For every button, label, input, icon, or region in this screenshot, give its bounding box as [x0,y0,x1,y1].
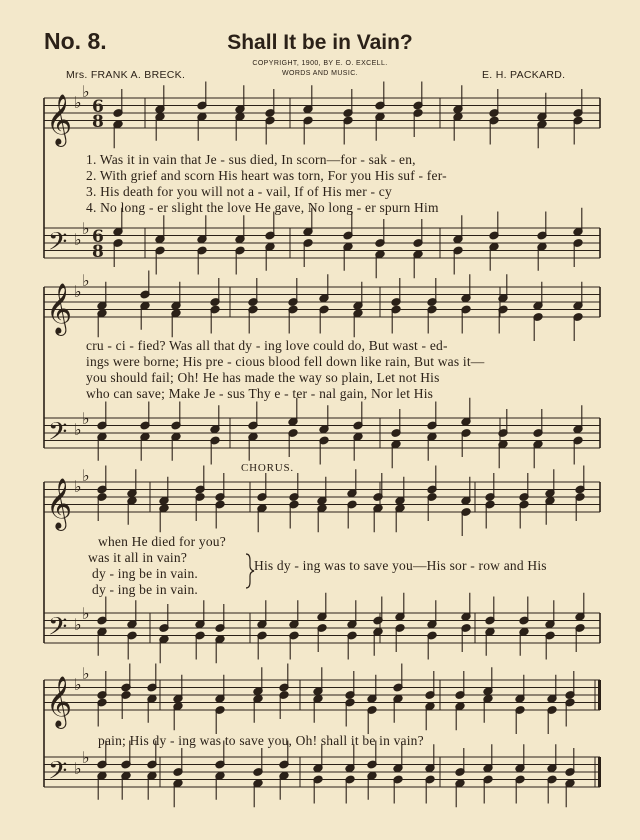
treble-clef-icon: 𝄞 [46,478,73,529]
flat-sign-icon: ♭ [74,615,82,634]
composer-credit: E. H. PACKARD. [482,69,566,81]
flat-sign-icon: ♭ [74,675,82,694]
flat-sign-icon: ♭ [82,466,90,485]
verse-3-line-2: you should fail; Oh! He has made the way so plain, Let not His [86,370,440,385]
verse-4-line-1: 4. No long - er slight the love He gave, No long - er spurn Him [86,200,439,215]
treble-clef-icon: 𝄞 [46,283,73,334]
verse-1-line-1: 1. Was it in vain that Je - sus died, In scorn—for - sak - en, [86,152,416,167]
verse-1-line-2: cru - ci - fied? Was all that dy - ing love could do, But wast - ed- [86,338,448,353]
time-signature-denominator: 8 [92,242,104,262]
verse-2-line-3: was it all in vain? [88,550,188,565]
flat-sign-icon: ♭ [82,604,90,623]
flat-sign-icon: ♭ [82,664,90,683]
bass-clef-icon: 𝄢 [48,227,68,263]
time-signature-numerator: 6 [92,227,104,247]
flat-sign-icon: ♭ [74,282,82,301]
flat-sign-icon: ♭ [82,748,90,767]
treble-clef-icon: 𝄞 [46,676,73,727]
time-signature-denominator: 8 [92,112,104,132]
final-barline-thick [598,757,601,787]
verse-3-line-1: 3. His death for you will not a - vail, If of His mer - cy [86,184,392,199]
chorus-line-2: pain; His dy - ing was to save you, Oh! shall it be in vain? [98,733,424,748]
words-and-music-note: WORDS AND MUSIC. [281,70,358,77]
flat-sign-icon: ♭ [74,420,82,439]
bass-clef-icon: 𝄢 [48,756,68,792]
verse-4-line-2: who can save; Make Je - sus Thy e - ter - nal gain, Nor let His [86,386,434,401]
verse-3-line-3: dy - ing be in vain. [92,566,198,581]
copyright-notice: COPYRIGHT, 1900, BY E. O. EXCELL. [252,60,388,67]
flat-sign-icon: ♭ [82,271,90,290]
chorus-line-1: His dy - ing was to save you—His sor - row and His [254,558,547,573]
lyricist-credit: Mrs. FRANK A. BRECK. [66,69,186,81]
verse-4-line-3: dy - ing be in vain. [92,582,198,597]
verse-2-line-2: ings were borne; His pre - cious blood fell down like rain, But was it— [86,354,485,369]
hymn-number: No. 8. [44,28,107,54]
flat-sign-icon: ♭ [74,477,82,496]
chorus-label: CHORUS. [241,462,294,474]
flat-sign-icon: ♭ [82,409,90,428]
verse-brace [246,554,254,588]
flat-sign-icon: ♭ [74,230,82,249]
final-barline-thick [598,680,601,710]
bass-clef-icon: 𝄢 [48,417,68,453]
flat-sign-icon: ♭ [74,759,82,778]
verse-1-line-3: when He died for you? [98,534,226,549]
bass-clef-icon: 𝄢 [48,612,68,648]
hymn-title: Shall It be in Vain? [227,31,413,54]
flat-sign-icon: ♭ [82,219,90,238]
time-signature-numerator: 6 [92,97,104,117]
verse-2-line-1: 2. With grief and scorn His heart was torn, For you His suf - fer- [86,168,447,183]
treble-clef-icon: 𝄞 [46,94,73,145]
flat-sign-icon: ♭ [82,82,90,101]
flat-sign-icon: ♭ [74,93,82,112]
